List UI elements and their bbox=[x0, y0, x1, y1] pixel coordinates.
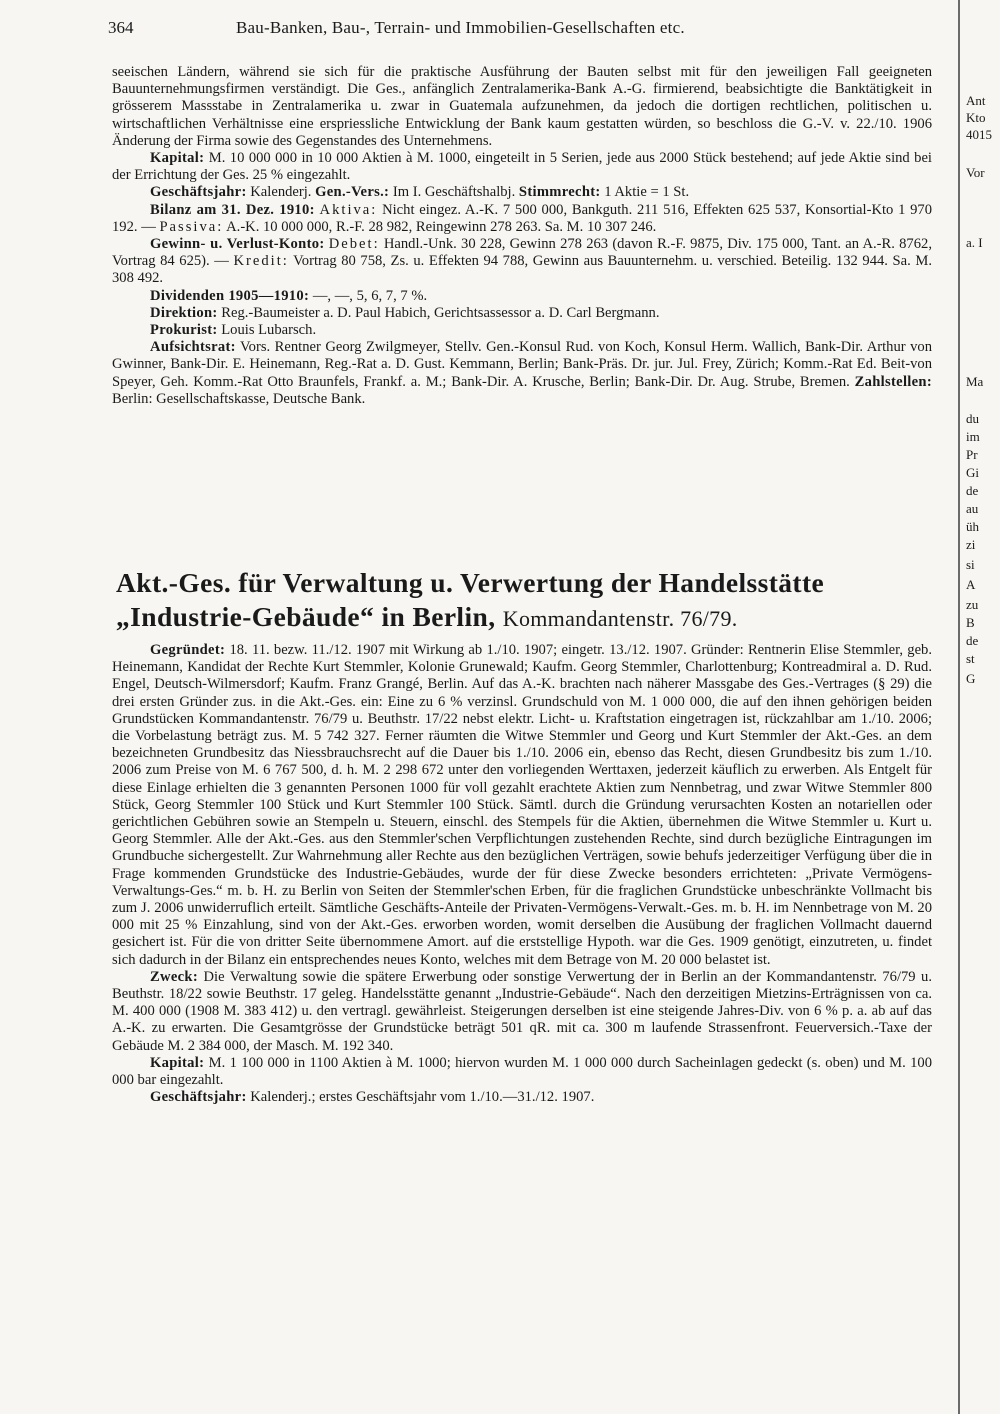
company2-title-address: Kommandantenstr. 76/79. bbox=[502, 606, 738, 631]
guv-kredit-label: Kredit: bbox=[233, 253, 289, 270]
bilanz-aktiva-text: Nicht eingez. A.-K. 7 500 000, Bankguth. 211 516, Effekten 625 537, Konsortial-Kto 1 970 192. — bbox=[112, 201, 933, 235]
zahlstellen-label: Zahlstellen: bbox=[854, 373, 933, 390]
guv-debet-label: Debet: bbox=[328, 236, 380, 253]
company1-prokurist bbox=[112, 322, 932, 339]
company2-kapital-text: M. 1 100 000 in 1100 Aktien à M. 1000; hiervon wurden M. 1 000 000 durch Sacheinlagen gedeckt (s. oben) und M. 100 000 bar eingezahlt. bbox=[112, 1054, 932, 1089]
company1-direktion bbox=[112, 305, 932, 322]
adjacent-fragment: Gi bbox=[966, 465, 979, 480]
company1-entry bbox=[112, 64, 932, 408]
guv-kredit-text: Vortrag 80 758, Zs. u. Effekten 94 788, Gewinn aus Bauunternehm. u. verschied. Beteilig. 132 944. Sa. M. 308 492. bbox=[112, 253, 932, 287]
page-number: 364 bbox=[108, 18, 134, 37]
bilanz-aktiva-label: Aktiva: bbox=[319, 201, 378, 218]
page-header bbox=[108, 18, 948, 48]
aufsichtsrat-text: Vors. Rentner Georg Zwilgmeyer, Stellv. Gen.-Konsul Rud. von Koch, Konsul Herm. Wallich, Bank-Dir. Arthur von Gwinner, Bank-Dir. E. Heinemann, Reg.-Rat a. D. Gust. Kemmann, Berlin; Bank-Präs. Dr. jur. Jul. Frey, Zürich; Komm.-Rat Ed. Beit-von Speyer, Geh. Komm.-Rat Otto Braunfels, Frankf. a. M.; Bank-Dir. A. Krusche, Berlin; Bank-Dir. Dr. Aug. Strube, Bremen. bbox=[112, 339, 932, 390]
company2-geschaeftsjahr bbox=[112, 1089, 932, 1106]
stimmrecht-label: Stimmrecht: bbox=[518, 184, 601, 201]
adjacent-fragment: im bbox=[966, 429, 980, 444]
genvers-text: Im I. Geschäftshalbj. bbox=[392, 184, 516, 201]
company2-title bbox=[116, 566, 936, 636]
adjacent-fragment: üh bbox=[966, 519, 979, 534]
guv-debet-text: Handl.-Unk. 30 228, Gewinn 278 263 (davon R.-F. 9875, Div. 175 000, Tant. an A.-R. 8762, Vortrag 84 625). — bbox=[112, 236, 932, 270]
aufsichtsrat-label: Aufsichtsrat: bbox=[150, 339, 236, 356]
company2-title-line1: Akt.-Ges. für Verwaltung u. Verwertung der Handelsstätte bbox=[116, 567, 825, 598]
bilanz-passiva-label: Passiva: bbox=[159, 218, 224, 235]
adjacent-fragment: zu bbox=[966, 597, 979, 612]
adjacent-fragment: Pr bbox=[966, 447, 978, 462]
prokurist-text: Louis Lubarsch. bbox=[221, 322, 317, 339]
company1-guv bbox=[112, 236, 932, 288]
company2-entry bbox=[112, 642, 932, 1106]
zahlstellen-text: Berlin: Gesellschaftskasse, Deutsche Bank. bbox=[112, 390, 366, 407]
company1-bilanz bbox=[112, 202, 932, 236]
company1-geschaeftsjahr bbox=[112, 184, 932, 201]
stimmrecht-text: 1 Aktie = 1 St. bbox=[604, 184, 690, 201]
company1-aufsichtsrat bbox=[112, 339, 932, 408]
company2-title-name: „Industrie-Gebäude“ in Berlin, bbox=[116, 601, 496, 632]
gegruendet-text: 18. 11. bezw. 11./12. 1907 mit Wirkung ab 1./10. 1907; eingetr. 13./12. 1907. Gründer: Rentnerin Elise Stemmler, geb. Heinemann, Kandidat der Rechte Kurt Stemmler, Kolonie Grunewald; Kaufm. Georg Stemmler, Charlottenburg; Kontreadmiral a. D. Rud. Engel, Deutsch-Wilmersdorf; Kaufm. Franz Grangé, Berlin. Auf das A.-K. brachten nach näherer Massgabe des Ges.-Vertrages (§ 29) die drei ersten Gründer zus. in die Akt.-Ges. ein: Eine zu 6 % verzinsl. Grundschuld von M. 1 000 000, die auf den ihnen gehörigen beiden Grundstücken Kommandantenstr. 76/79 u. Beuthstr. 17/22 nebst elektr. Licht- u. Kraftstation eingetragen ist, rückzahlbar am 1./10. 2006; die Vorbelastung beträgt zus. M. 5 742 327. Ferner räumten die Witwe Stemmler und Georg und Kurt Stemmler der Akt.-Ges. an dem bezeichneten Grundbesitz das Niessbrauchsrecht auf die Dauer bis 1./10. 2006 ein, ebenso das Recht, diesen Grundbesitz bis zum 1./10. 2006 zum Preise von M. 6 767 500, d. h. M. 2 298 672 unter den vorliegenden Werttaxen, jederzeit käuflich zu erwerben. Als Entgelt für diese Einlage erhielten die 3 genannten Personen 1000 für voll gezahlt erachtete Aktien zum Nennbetrag, und zwar Witwe Stemmler 800 Stück, Georg Stemmler 100 Stück und Kurt Stemmler 100 Stück. Sämtl. durch die Gründung verursachten Kosten an notariellen oder gerichtlichen Gebühren sowie an Stempeln u. Steuern, einschl. des Stempels für die Aktien, übernehmen die Witwe Stemmler u. Kurt u. Georg Stemmler. Alle der Akt.-Ges. aus den Stemmler'schen Verpflichtungen zustehenden Rechte, sind durch bezügliche Eintragungen im Grundbuche sichergestellt. Zur Wahrnehmung aller Rechte aus den bezüglichen Verträgen, sowie behufs jederzeitiger Verfügung über die in Frage kommenden Grundstücke des Industrie-Gebäudes, wurde der für diese Zwecke besonders errichteten: „Private Vermögens-Verwaltungs-Ges.“ m. b. H. zu Berlin von Seiten der Stemmler'schen Erben, für die fraglichen Grundstücke unbeschränkte Vollmacht bis zum J. 2006 unwiderruflich erteilt. Sämtliche Geschäfts-Anteile der Privaten-Vermögens-Verwalt.-Ges. m. b. H. im Nennbetrage von M. 20 000 mit 25 % Einzahlung, sind von der Akt.-Ges. erworben worden, womit derselben die Ausübung der fraglichen Vollmacht dauernd gesichert ist. Für die von dritter Seite übernommene Amort. auf die erststellige Hypoth. war die Ges. 1909 genötigt, einzutreten, u. findet sich dadurch in der Bilanz ein entsprechendes neues Konto, welches mit dem Betrage von M. 20 000 belastet ist. bbox=[112, 642, 933, 968]
adjacent-fragment: G bbox=[966, 671, 976, 686]
adjacent-fragment: 4015 bbox=[966, 127, 992, 142]
company2-title-line2 bbox=[116, 600, 936, 636]
genvers-label: Gen.-Vers.: bbox=[315, 184, 390, 201]
adjacent-fragment: Vor bbox=[966, 165, 985, 180]
bilanz-passiva-text: A.-K. 10 000 000, R.-F. 28 982, Reingewinn 278 263. Sa. M. 10 307 246. bbox=[226, 218, 657, 235]
adjacent-fragment: st bbox=[966, 651, 975, 666]
zweck-text: Die Verwaltung sowie die spätere Erwerbung oder sonstige Verwertung der in Berlin an der Kommandantenstr. 76/79 u. Beuthstr. 18/22 sowie Beuthstr. 17 geleg. Handelsstätte genannt „Industrie-Gebäude“. Nach den derzeitigen Mietzins-Erträgnissen von ca. M. 400 000 (1908 M. 383 412) u. den vertragl. gewährleist. Steigerungen derselben ist eine steigende Jahres-Div. von 6 % p. a. ab auf das A.-K. zu erwarten. Die Gesamtgrösse der Grundstücke beträgt 501 qR. mit ca. 300 m laufende Strassenfront. Feuerversich.-Taxe der Gebäude M. 2 384 000, der Masch. M. 192 340. bbox=[112, 968, 932, 1054]
adjacent-fragment: Ma bbox=[966, 374, 984, 389]
bilanz-label: Bilanz am 31. Dez. 1910: bbox=[150, 201, 315, 218]
company2-gegruendet bbox=[112, 642, 932, 969]
adjacent-fragment: B bbox=[966, 615, 975, 630]
adjacent-fragment: au bbox=[966, 501, 979, 516]
direktion-text: Reg.-Baumeister a. D. Paul Habich, Gerichtsassessor a. D. Carl Bergmann. bbox=[221, 304, 660, 321]
company1-intro: seeischen Ländern, während sie sich für die praktische Ausführung der Bauten selbst mit für den jeweiligen Fall geeigneten Bauunternehmungsfirmen verständigt. Die Ges., anfänglich Zentralamerika-Bank A.-G. firmierend, beabsichtigte die Banktätigkeit in grösserem Massstabe in Zentralamerika u. zwar in Guatemala aufzunehmen, da jedoch die dortigen rechtlichen, politischen u. wirtschaftlichen Verhältnisse eine erspriessliche Entwicklung der Bank kaum gestatten würden, so beschloss die G.-V. v. 22./10. 1906 Änderung der Firma sowie des Gegenstandes des Unternehmens. bbox=[112, 64, 932, 149]
guv-label: Gewinn- u. Verlust-Konto: bbox=[150, 236, 325, 253]
prokurist-label: Prokurist: bbox=[150, 322, 218, 339]
adjacent-fragment: a. I bbox=[966, 235, 983, 250]
adjacent-page-fragments bbox=[962, 0, 1000, 1414]
geschaeftsjahr-text: Kalenderj. bbox=[250, 184, 312, 201]
adjacent-fragment: de bbox=[966, 633, 979, 648]
adjacent-fragment: Kto bbox=[966, 110, 986, 125]
adjacent-fragment: du bbox=[966, 411, 979, 426]
geschaeftsjahr-label: Geschäftsjahr: bbox=[150, 184, 247, 201]
company2-kapital-label: Kapital: bbox=[150, 1054, 205, 1071]
zweck-label: Zweck: bbox=[150, 968, 199, 985]
adjacent-fragment: de bbox=[966, 483, 979, 498]
page-gutter-shadow bbox=[958, 0, 960, 1414]
company2-geschaeftsjahr-text: Kalenderj.; erstes Geschäftsjahr vom 1./10.—31./12. 1907. bbox=[250, 1089, 595, 1106]
company2-zweck bbox=[112, 969, 932, 1055]
adjacent-fragment: si bbox=[966, 557, 975, 572]
company2-kapital bbox=[112, 1055, 932, 1089]
running-head: Bau-Banken, Bau-, Terrain- und Immobilien-Gesellschaften etc. bbox=[236, 18, 685, 37]
adjacent-fragment: Ant bbox=[966, 93, 986, 108]
company2-geschaeftsjahr-label: Geschäftsjahr: bbox=[150, 1089, 247, 1106]
direktion-label: Direktion: bbox=[150, 304, 218, 321]
adjacent-fragment: A bbox=[966, 577, 976, 592]
adjacent-fragment: zi bbox=[966, 537, 976, 552]
gegruendet-label: Gegründet: bbox=[150, 642, 226, 658]
kapital-text: M. 10 000 000 in 10 000 Aktien à M. 1000, eingeteilt in 5 Serien, jede aus 2000 Stück bestehend; auf jede Aktie sind bei der Errichtung der Ges. 25 % eingezahlt. bbox=[112, 150, 932, 184]
company1-dividenden bbox=[112, 288, 932, 305]
dividenden-label: Dividenden 1905—1910: bbox=[150, 287, 310, 304]
dividenden-text: —, —, 5, 6, 7, 7 %. bbox=[312, 287, 428, 304]
company1-kapital bbox=[112, 150, 932, 184]
kapital-label: Kapital: bbox=[150, 150, 205, 167]
